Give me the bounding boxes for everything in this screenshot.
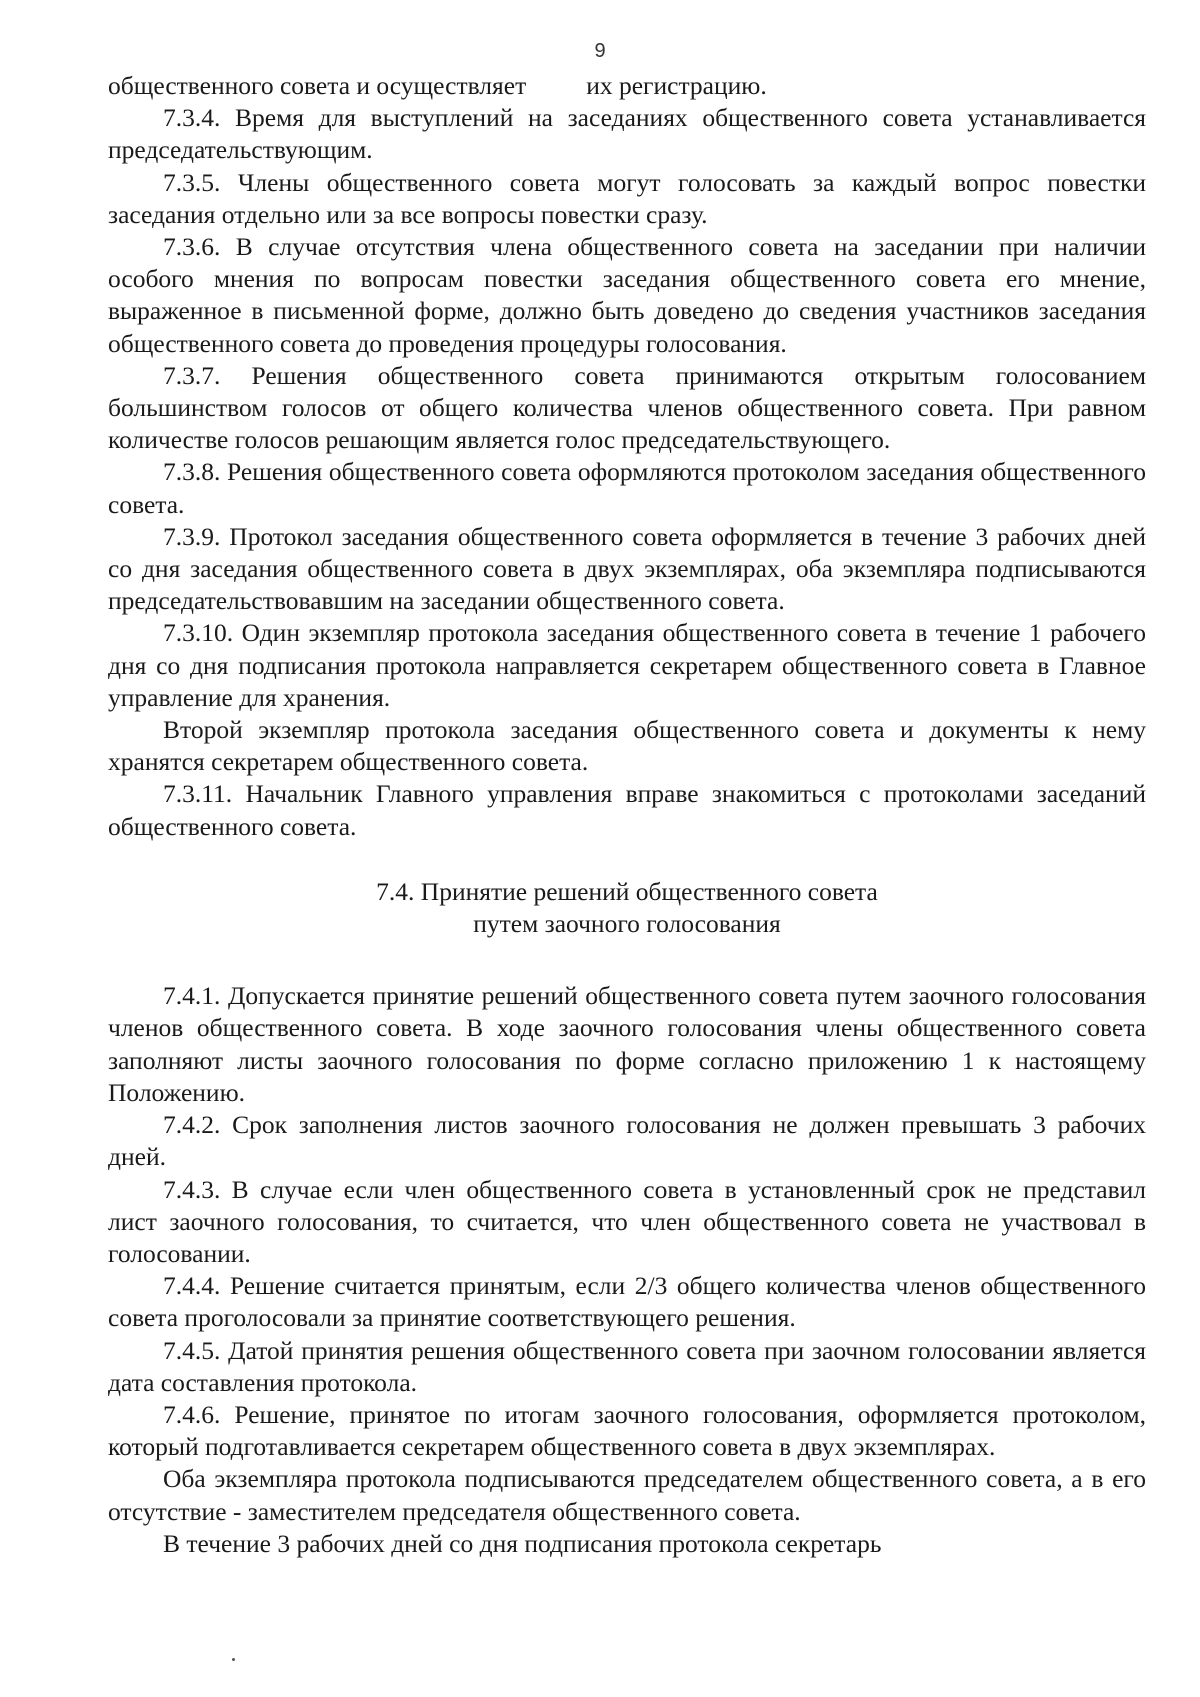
paragraph-7-4-3: 7.4.3. В случае если член общественного совета в установленный срок не представил лист заочного голосования, то считается, что член общественного совета не участвовал в голосовании. xyxy=(108,1174,1146,1268)
section-heading-line1: 7.4. Принятие решений общественного совета xyxy=(376,876,878,906)
paragraph-7-4-5: 7.4.5. Датой принятия решения общественного совета при заочном голосовании является дата составления протокола. xyxy=(108,1335,1146,1397)
continuation-text-part2: их регистрацию. xyxy=(586,71,767,100)
continuation-line xyxy=(108,70,1146,102)
scan-artifact-dot xyxy=(232,1658,235,1661)
continuation-text-part1: общественного совета и осуществляет xyxy=(108,71,527,100)
paragraph-7-3-9: 7.3.9. Протокол заседания общественного совета оформляется в течение 3 рабочих дней со дня заседания общественного совета в двух экземплярах, оба экземпляра подписываются председательствовавшим на заседании общественного совета. xyxy=(108,521,1146,616)
paragraph-7-3-8: 7.3.8. Решения общественного совета оформляются протоколом заседания общественного совета. xyxy=(108,457,1146,519)
paragraph-within-3-days: В течение 3 рабочих дней со дня подписания протокола секретарь xyxy=(163,1528,882,1558)
paragraph-7-3-11: 7.3.11. Начальник Главного управления вправе знакомиться с протоколами заседаний общественного совета. xyxy=(108,779,1146,841)
paragraph-7-4-2: 7.4.2. Срок заполнения листов заочного голосования не должен превышать 3 рабочих дней. xyxy=(108,1110,1146,1172)
paragraph-7-4-1: 7.4.1. Допускается принятие решений общественного совета путем заочного голосования членов общественного совета. В ходе заочного голосования члены общественного совета заполняют листы заочного голосования по форме согласно приложению 1 к настоящему Положению. xyxy=(108,981,1146,1107)
paragraph-7-3-5: 7.3.5. Члены общественного совета могут голосовать за каждый вопрос повестки заседания отдельно или за все вопросы повестки сразу. xyxy=(108,167,1146,229)
paragraph-7-3-10: 7.3.10. Один экземпляр протокола заседания общественного совета в течение 1 рабочего дня со дня подписания протокола направляется секретарем общественного совета в Главное управление для хранения. xyxy=(108,618,1146,712)
paragraph-7-3-6: 7.3.6. В случае отсутствия члена общественного совета на заседании при наличии особого мнения по вопросам повестки заседания общественного совета его мнение, выраженное в письменной форме, должно быть доведено до сведения участников заседания общественного совета до проведения процедуры голосования. xyxy=(108,232,1146,358)
document-body xyxy=(108,70,1146,1560)
paragraph-both-copies: Оба экземпляра протокола подписываются председателем общественного совета, а в его отсутствие - заместителем председателя общественного совета. xyxy=(108,1464,1146,1526)
section-heading-line2: путем заочного голосования xyxy=(473,909,781,939)
paragraph-7-4-4: 7.4.4. Решение считается принятым, если 2/3 общего количества членов общественного совета проголосовали за принятие соответствующего решения. xyxy=(108,1271,1146,1333)
section-heading xyxy=(108,876,1146,940)
paragraph-7-4-6: 7.4.6. Решение, принятое по итогам заочного голосования, оформляется протоколом, который подготавливается секретарем общественного совета в двух экземплярах. xyxy=(108,1399,1146,1462)
paragraph-second-copy: Второй экземпляр протокола заседания общественного совета и документы к нему хранятся секретарем общественного совета. xyxy=(108,715,1146,777)
paragraph-7-3-4: 7.3.4. Время для выступлений на заседаниях общественного совета устанавливается председательствующим. xyxy=(108,103,1146,165)
paragraph-7-3-7: 7.3.7. Решения общественного совета принимаются открытым голосованием большинством голосов от общего количества членов общественного совета. При равном количестве голосов решающим является голос председательствующего. xyxy=(108,360,1146,455)
page-number: 9 xyxy=(594,40,606,62)
